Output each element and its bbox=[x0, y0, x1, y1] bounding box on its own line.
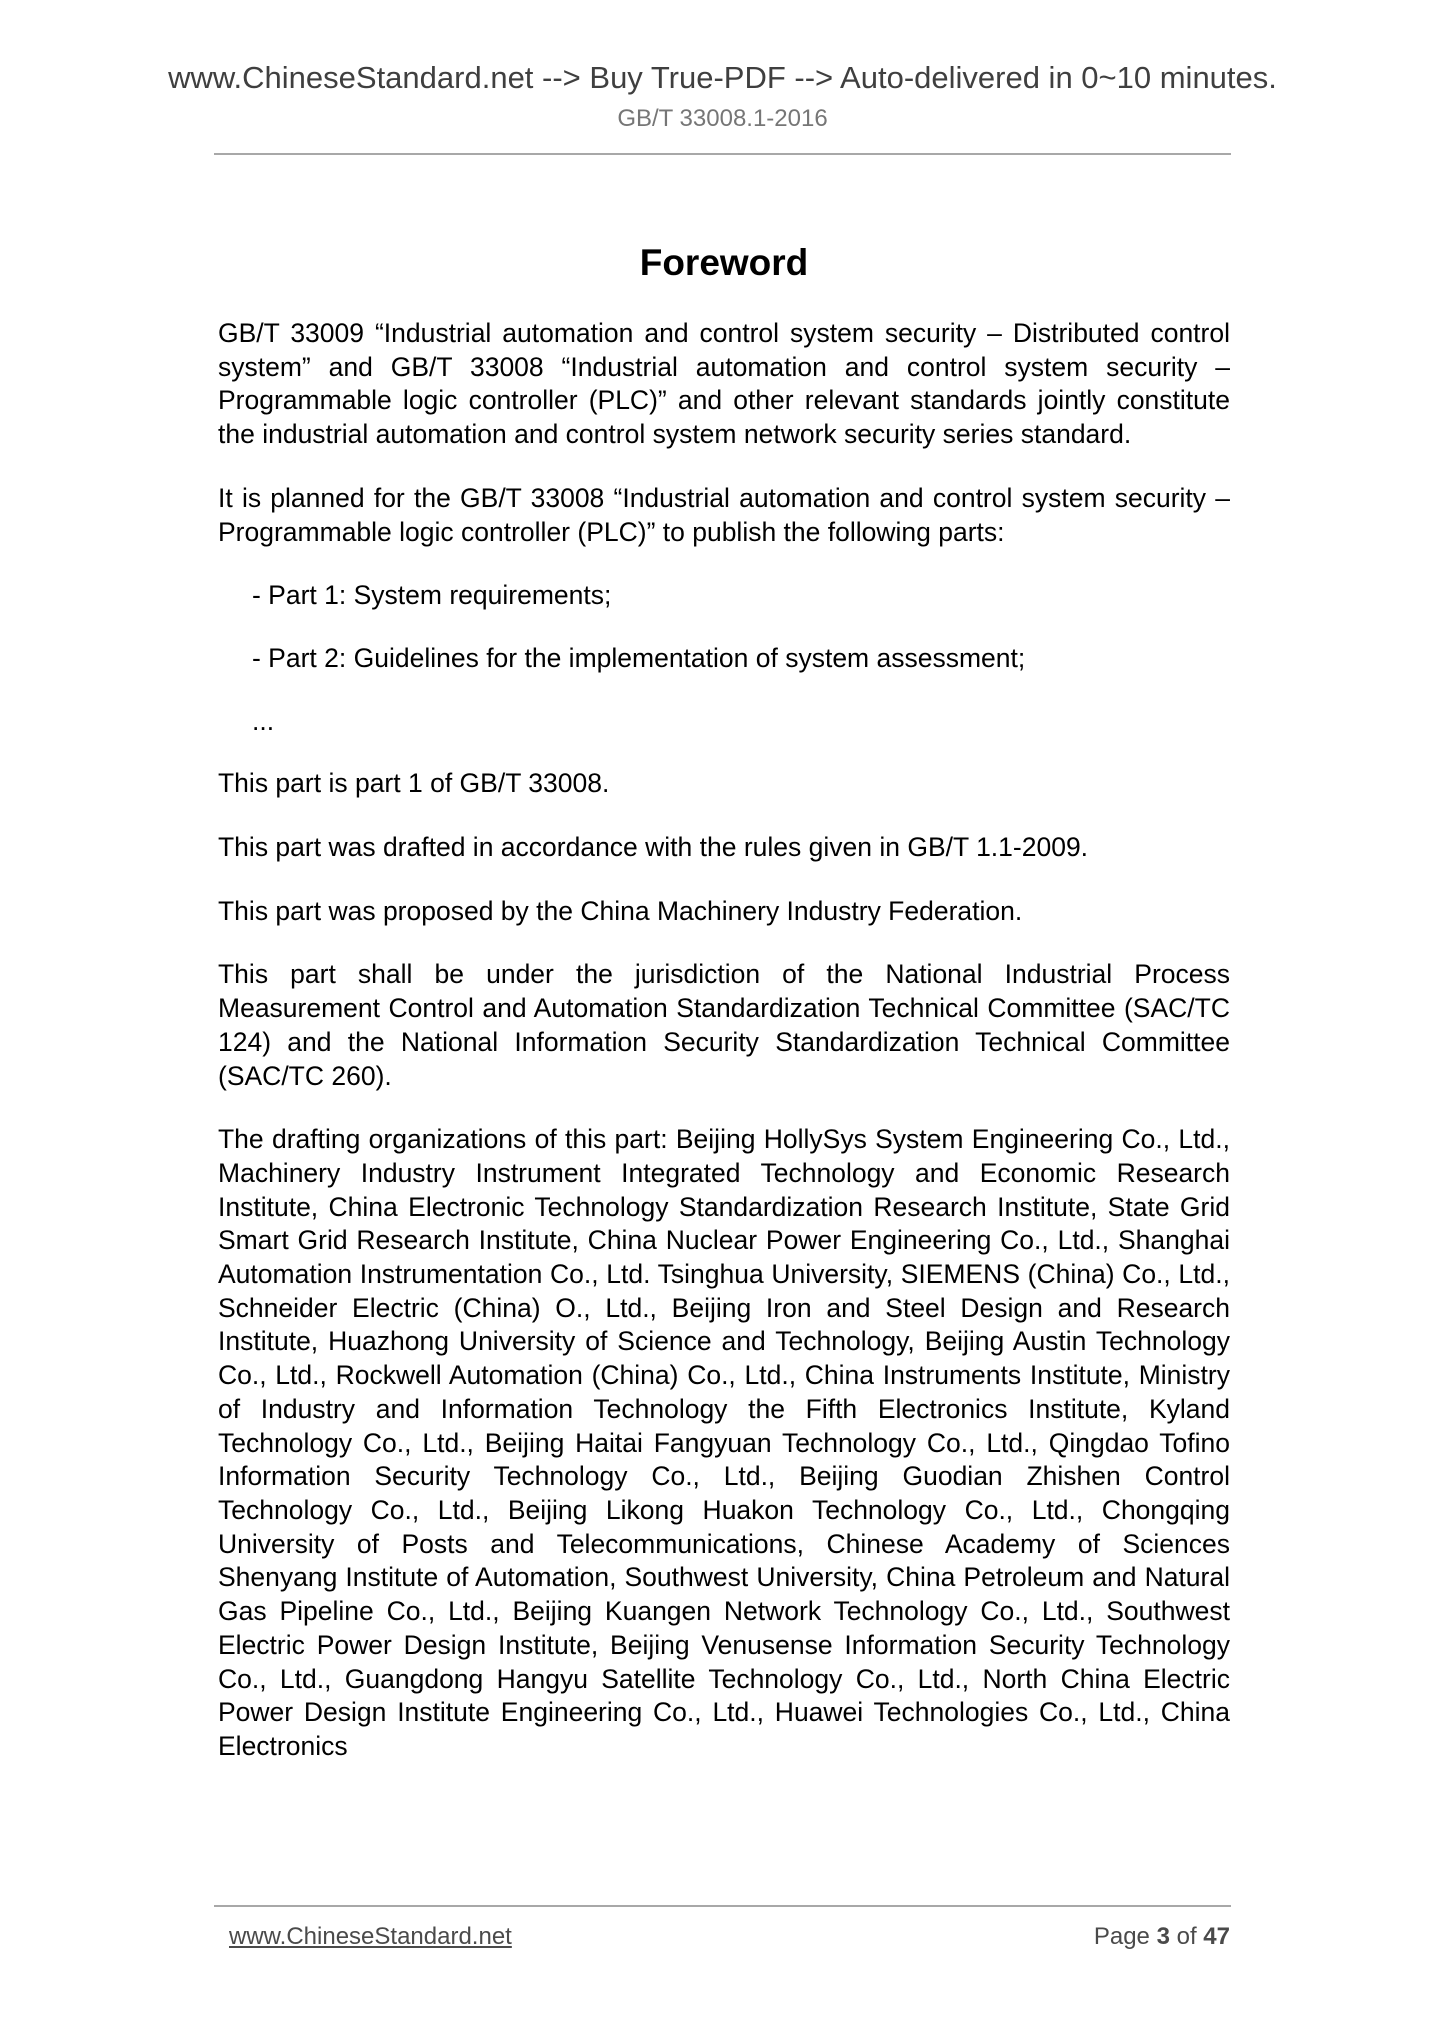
current-page-number: 3 bbox=[1156, 1923, 1170, 1950]
paragraph-drafting-organizations: The drafting organizations of this part: Beijing HollySys System Engineering Co., Ltd., Machinery Industry Instrument Integrated Technology and Economic Research Institute, China Electronic Technology Standardization Research Institute, State Grid Smart Grid Research Institute, China Nuclear Power Engineering Co., Ltd., Shanghai Automation Instrumentation Co., Ltd. Tsinghua University, SIEMENS (China) Co., Ltd., Schneider Electric (China) O., Ltd., Beijing Iron and Steel Design and Research Institute, Huazhong University of Science and Technology, Beijing Austin Technology Co., Ltd., Rockwell Automation (China) Co., Ltd., China Instruments Institute, Ministry of Industry and Information Technology the Fifth Electronics Institute, Kyland Technology Co., Ltd., Beijing Haitai Fangyuan Technology Co., Ltd., Qingdao Tofino Information Security Technology Co., Ltd., Beijing Guodian Zhishen Control Technology Co., Ltd., Beijing Likong Huakon Technology Co., Ltd., Chongqing University of Posts and Telecommunications, Chinese Academy of Sciences Shenyang Institute of Automation, Southwest University, China Petroleum and Natural Gas Pipeline Co., Ltd., Beijing Kuangen Network Technology Co., Ltd., Southwest Electric Power Design Institute, Beijing Venusense Information Security Technology Co., Ltd., Guangdong Hangyu Satellite Technology Co., Ltd., North China Electric Power Design Institute Engineering Co., Ltd., Huawei Technologies Co., Ltd., China Electronics bbox=[218, 1124, 1230, 1761]
header-document-id: GB/T 33008.1-2016 bbox=[617, 105, 828, 132]
paragraph-drafting-rules: This part was drafted in accordance with the rules given in GB/T 1.1-2009. bbox=[218, 832, 1089, 863]
footer-divider bbox=[214, 1905, 1231, 1907]
page-title: Foreword bbox=[639, 242, 809, 283]
list-item-part-1: - Part 1: System requirements; bbox=[252, 580, 612, 611]
page-of-label: of bbox=[1176, 1923, 1197, 1950]
list-item-part-2: - Part 2: Guidelines for the implementation of system assessment; bbox=[252, 642, 1026, 673]
parts-list bbox=[218, 579, 1230, 738]
total-pages-number: 47 bbox=[1203, 1923, 1230, 1950]
page-indicator bbox=[1094, 1922, 1230, 1952]
paragraph-planned-parts: It is planned for the GB/T 33008 “Industrial automation and control system security – Programmable logic controller (PLC)” to publish the following parts: bbox=[218, 482, 1230, 547]
paragraph-proposer: This part was proposed by the China Machinery Industry Federation. bbox=[218, 895, 1023, 926]
paragraph-part-number: This part is part 1 of GB/T 33008. bbox=[218, 768, 610, 799]
foreword-body bbox=[218, 317, 1230, 1794]
header-promo-text: www.ChineseStandard.net --> Buy True-PDF --> Auto-delivered in 0~10 minutes. bbox=[168, 60, 1277, 95]
page-label: Page bbox=[1093, 1923, 1150, 1950]
header-divider bbox=[214, 153, 1231, 155]
list-item-ellipsis: ... bbox=[252, 705, 275, 736]
paragraph-series-intro: GB/T 33009 “Industrial automation and control system security – Distributed control system” and GB/T 33008 “Industrial automation and control system security – Programmable logic controller (PLC)” and other relevant standards jointly constitute the industrial automation and control system network security series standard. bbox=[218, 318, 1230, 450]
footer-website-link[interactable]: www.ChineseStandard.net bbox=[229, 1923, 512, 1950]
paragraph-jurisdiction: This part shall be under the jurisdiction of the National Industrial Process Measurement Control and Automation Standardization Technical Committee (SAC/TC 124) and the National Information Security Standardization Technical Committee (SAC/TC 260). bbox=[218, 959, 1230, 1091]
